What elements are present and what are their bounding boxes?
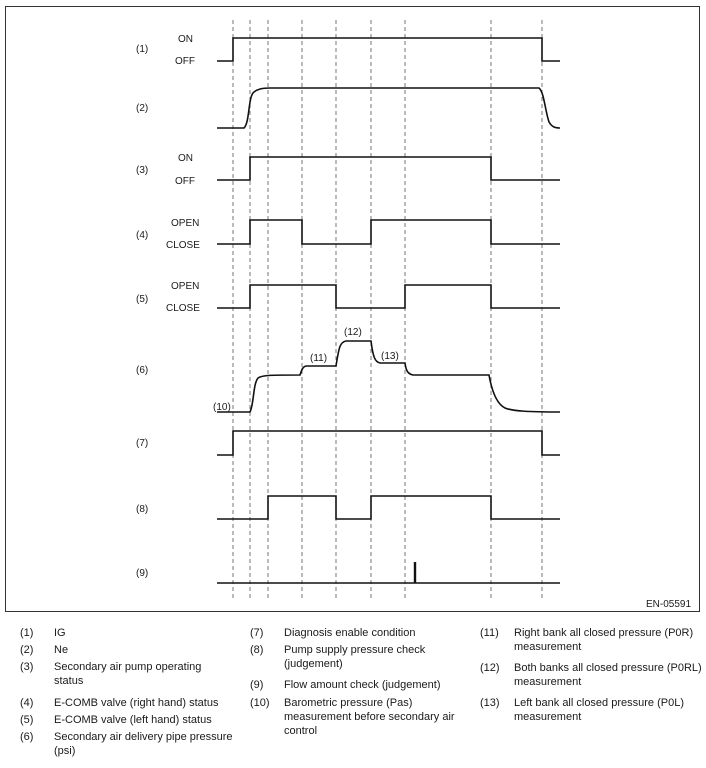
legend-number: (2) [20,644,34,656]
legend-number: (4) [20,697,34,709]
legend-text: Left bank all closed pressure (P0L) measurement [514,697,684,723]
legend-item-12 [480,661,702,689]
legend-text: Diagnosis enable condition [284,627,416,639]
row-number-5: (5) [136,294,149,305]
callout-11: (11) [310,353,328,364]
legend-item-11 [480,626,702,654]
legend-number: (7) [250,627,264,639]
legend-item-8 [250,643,465,671]
signal-8-pump-check [217,496,560,519]
figure-code: EN-05591 [646,599,692,610]
callout-12: (12) [344,327,362,338]
row-number-3: (3) [136,165,149,176]
legend-text: Right bank all closed pressure (P0R) measurement [514,627,694,653]
row-number-2: (2) [136,103,149,114]
state-labels [166,34,200,314]
row-4-high-label: OPEN [171,218,200,229]
legend-text: Flow amount check (judgement) [284,679,441,691]
legend-number: (12) [480,662,500,674]
legend-item-5 [20,713,245,727]
legend-number: (6) [20,731,34,743]
legend-item-3 [20,660,230,688]
legend-number: (9) [250,679,264,691]
legend-text: Barometric pressure (Pas) measurement before secondary air control [284,697,455,737]
legend-number: (11) [480,627,499,639]
legend-item-6 [20,730,235,758]
legend-number: (13) [480,697,500,709]
row-3-high-label: ON [178,153,193,164]
legend-text: Ne [54,644,69,656]
legend-text: Pump supply pressure check (judgement) [284,644,426,670]
row-5-low-label: CLOSE [166,303,200,314]
signal-2-ne [217,88,560,128]
legend-number: (8) [250,644,264,656]
legend-item-4 [20,696,245,710]
row-number-7: (7) [136,438,149,449]
callout-10: (10) [213,402,231,413]
row-4-low-label: CLOSE [166,240,200,251]
signal-7-diag-enable [217,431,560,455]
row-number-8: (8) [136,504,149,515]
row-number-9: (9) [136,568,149,579]
waveforms [217,38,560,583]
legend-number: (5) [20,714,34,726]
row-numbers [136,44,148,579]
legend-item-13 [480,696,702,724]
legend [0,620,706,768]
row-1-high-label: ON [178,34,193,45]
legend-number: (3) [20,661,34,673]
legend-text: Secondary air delivery pipe pressure (psi) [54,731,233,757]
row-number-1: (1) [136,44,149,55]
legend-number: (10) [250,697,270,709]
legend-item-9 [250,678,475,692]
callout-13: (13) [381,351,399,362]
row-number-6: (6) [136,365,149,376]
row-number-4: (4) [136,230,149,241]
signal-3-pump [217,157,560,180]
legend-item-10 [250,696,465,738]
legend-text: E-COMB valve (right hand) status [54,697,219,709]
legend-text: E-COMB valve (left hand) status [54,714,212,726]
signal-4-valve-rh [217,220,560,244]
time-markers [233,20,542,600]
legend-item-2 [20,643,235,657]
legend-item-7 [250,626,475,640]
signal-1-ig [217,38,560,61]
legend-text: Both banks all closed pressure (P0RL) measurement [514,662,702,688]
row-1-low-label: OFF [175,56,195,67]
legend-item-1 [20,626,235,640]
row-5-high-label: OPEN [171,281,200,292]
legend-text: Secondary air pump operating status [54,661,202,687]
row-3-low-label: OFF [175,176,195,187]
legend-text: IG [54,627,66,639]
signal-5-valve-lh [217,285,560,308]
legend-number: (1) [20,627,34,639]
